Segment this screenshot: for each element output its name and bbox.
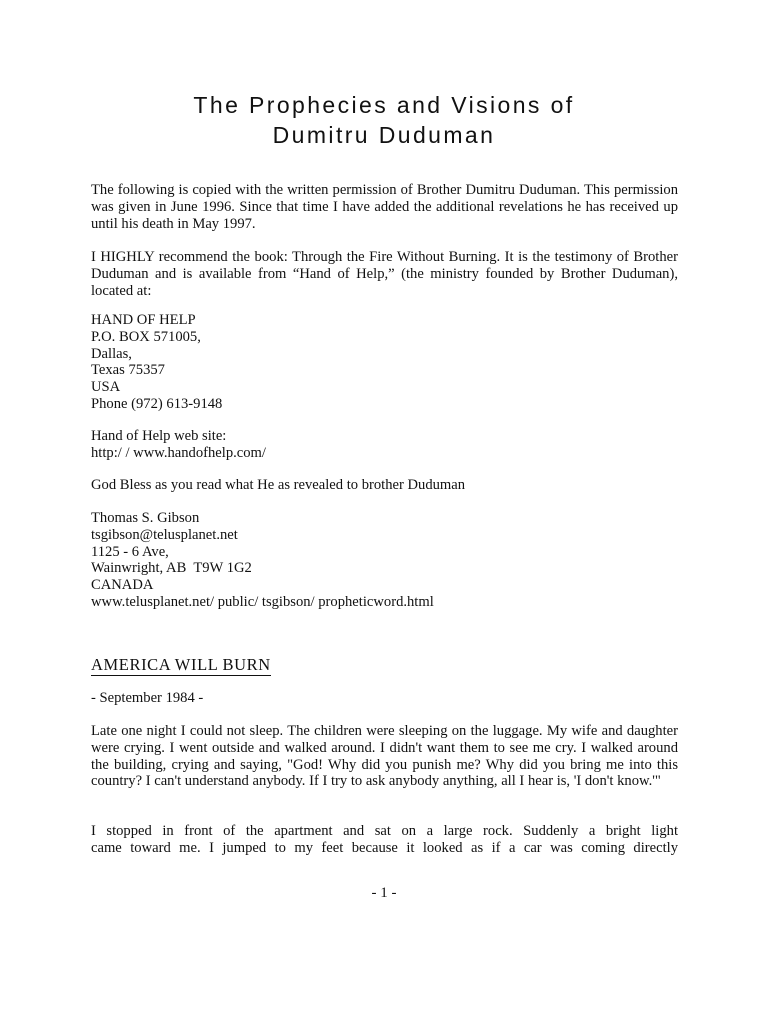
contact-email-link[interactable]: tsgibson@telusplanet.net — [91, 526, 238, 543]
blessing-line: God Bless as you read what He as revealed to brother Duduman — [91, 477, 466, 493]
date-line: - September 1984 - — [91, 690, 204, 706]
contact-name: Thomas S. Gibson — [91, 510, 200, 526]
recommendation-paragraph: I HIGHLY recommend the book: Through the Fire Without Burning. It is the testimony of Brother Duduman and is available from “Hand of Help,” (the ministry founded by Brother Duduman), located at: — [91, 249, 678, 299]
body-paragraph-1: Late one night I could not sleep. The children were sleeping on the luggage. My wife and daughter were crying. I went outside and walked around. I didn't want them to see me cry. I walked around the building, crying and saying, "God! Why did you punish me? Why did you bring me into this country? I can't understand anybody. If I try to ask anybody anything, all I hear is, 'I don't know.'" — [91, 723, 678, 790]
intro-paragraph: The following is copied with the written permission of Brother Dumitru Duduman. This permission was given in June 1996. Since that time I have added the additional revelations he has received up until his death in May 1997. — [91, 182, 678, 232]
page-number: - 1 - — [371, 885, 397, 901]
address-line-po-box: P.O. BOX 571005, — [91, 328, 201, 345]
body-paragraph-2 — [91, 823, 678, 857]
website-block — [91, 428, 678, 462]
address-line-state: Texas 75357 — [91, 362, 165, 379]
contact-url-link[interactable]: www.telusplanet.net/ public/ tsgibson/ propheticword.html — [91, 593, 434, 610]
website-link[interactable]: http:/ / www.handofhelp.com/ — [91, 444, 266, 461]
document-title-line-1: The Prophecies and Visions of — [193, 92, 575, 118]
address-line-city: Dallas, — [91, 345, 132, 362]
contact-city: Wainwright, AB T9W 1G2 — [91, 560, 252, 577]
body-paragraph-2-line-2: came toward me. I jumped to my feet because it looked as if a car was coming directly — [91, 839, 678, 856]
website-label: Hand of Help web site: — [91, 428, 227, 444]
address-block — [91, 312, 678, 413]
address-line-phone: Phone (972) 613-9148 — [91, 395, 223, 412]
body-paragraph-2-line-1: I stopped in front of the apartment and sat on a large rock. Suddenly a bright light — [91, 823, 678, 839]
contact-country: CANADA — [91, 577, 154, 594]
address-line-country: USA — [91, 379, 121, 396]
contact-block — [91, 510, 678, 611]
document-title-line-2: Dumitru Duduman — [272, 122, 496, 148]
section-heading: AMERICA WILL BURN — [91, 655, 271, 674]
address-line-organization: HAND OF HELP — [91, 312, 196, 328]
contact-street: 1125 - 6 Ave, — [91, 543, 169, 560]
